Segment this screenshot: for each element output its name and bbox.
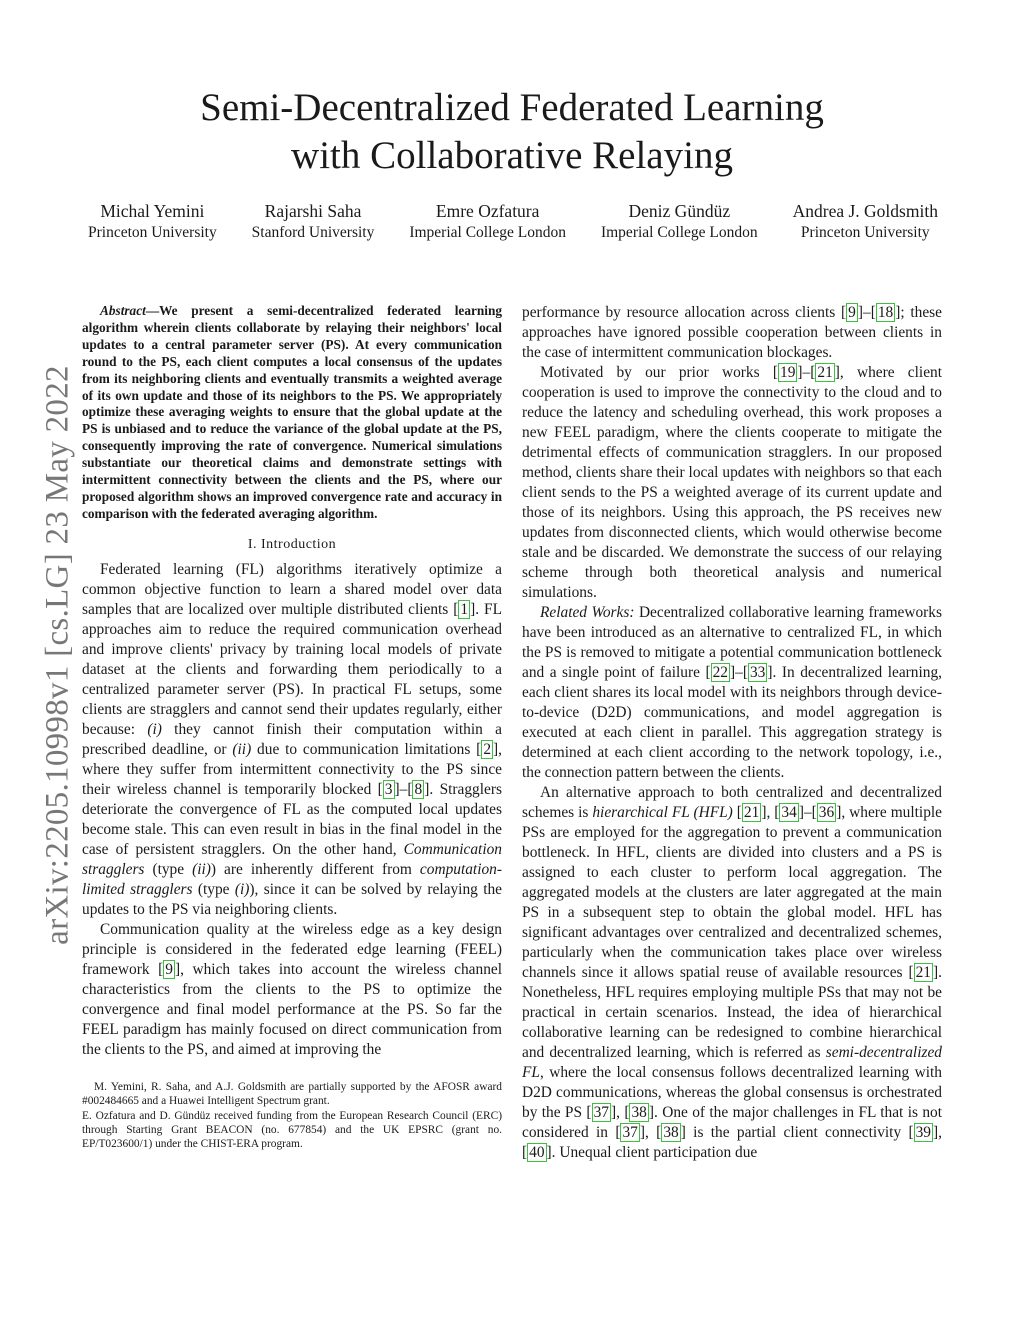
citation-link[interactable]: 3	[384, 780, 393, 798]
citation-link[interactable]: 22	[712, 664, 728, 681]
text-run: semi-decentralized FL	[522, 1044, 942, 1081]
author-block	[409, 200, 566, 244]
author-block	[88, 200, 217, 244]
text-run: , where multiple PSs are employed for the aggregation to prevent a communication bottleneck. In HFL, clients are divided into clusters and a PS is assigned to each cluster to perform local aggregation. The aggregated models at the clusters are later aggregated at the main PS in a subsequent step to obtain the global model. HFL has significant advantages over centralized and decentralized schemes, particularly when the communication takes place over wireless channels since it allows spatial reuse of available resources	[522, 804, 943, 981]
citation-link[interactable]: 37	[622, 1124, 638, 1141]
author-affiliation: Princeton University	[800, 224, 930, 241]
intro-paragraph-2: Communication quality at the wireless edge as a key design principle is considered in the federated edge learning (FEEL) framework [ 9 ], which takes into account the wireless channel characteristics from the clients to the PS to optimize the convergence and final model performance at the PS. So far the FEEL paradigm has mainly focused on direct communication from the clients to the PS, and aimed at improving the	[82, 920, 503, 1058]
text-run: ), since it can be solved by relaying the updates to the PS via neighboring clients.	[82, 880, 502, 918]
text-run: –	[862, 304, 871, 321]
text-run: ; these approaches have ignored possible cooperation between clients in the case of intermittent communication blockages.	[522, 304, 942, 361]
footnote-funding-1: M. Yemini, R. Saha, and A.J. Goldsmith are partially supported by the AFOSR award #002484665 and a Huawei Intelligent Spectrum grant.	[82, 1080, 502, 1108]
author-name: Rajarshi Saha	[264, 201, 362, 221]
author-affiliation: Imperial College London	[600, 224, 758, 241]
text-run: –	[802, 364, 811, 381]
title-line-1: Semi-Decentralized Federated Learning	[200, 86, 824, 129]
text-run: An alternative approach to both centralized and decentralized schemes is	[522, 784, 942, 821]
right-paragraph-1: performance by resource allocation across clients [ 9 ]–[ 18 ]; these approaches have ignored possible cooperation between clients in the case of intermittent communication blockages.	[522, 304, 942, 361]
text-run: ,	[616, 1104, 625, 1121]
text-run: (type	[192, 880, 235, 898]
citation-link[interactable]: 2	[483, 740, 492, 758]
text-run: . Stragglers deteriorate the convergence of FL as the computed local updates become stale. This can even result in bias in the final model in the case of persistent stragglers. On the other hand,	[82, 780, 502, 858]
citation-link[interactable]: 37	[593, 1104, 609, 1121]
text-run: Communication quality at the wireless edge as a key design principle is considered in the federated edge learning (FEEL) framework	[82, 920, 502, 978]
left-column	[82, 303, 502, 1152]
related-works-label: Related Works:	[540, 604, 635, 621]
citation-link[interactable]: 1	[460, 600, 469, 618]
author-name: Deniz Gündüz	[628, 201, 731, 221]
paper-title	[0, 84, 1024, 180]
intro-paragraph-1: Federated learning (FL) algorithms iteratively optimize a common objective function to learn a shared model over data samples that are localized over multiple distributed clients [ 1 ]. FL approaches aim to reduce the required communication overhead and improve clients' privacy by training local models of private dataset at the clients and forwarding them periodically to a centralized parameter server (PS). In practical FL setups, some clients are stragglers and cannot send their updates regularly, either because: (i) they cannot finish their computation within a prescribed deadline, or (ii) due to communication limitations [ 2 ], where they suffer from intermittent connectivity to the PS since their wireless channel is temporarily blocked [ 3 ]–[ 8 ]. Stragglers deteriorate the convergence of FL as the computed local updates become stale. This can even result in bias in the final model in the case of persistent stragglers. On the other hand, Communication stragglers (type (ii)) are inherently different from computation-limited stragglers (type (i)), since it can be solved by relaying the updates to the PS via neighboring clients.	[82, 560, 503, 918]
title-line-2: with Collaborative Relaying	[291, 134, 733, 177]
text-run: computation-limited stragglers	[82, 860, 502, 898]
text-run: , where they suffer from intermittent connectivity to the PS since their wireless channel is temporarily blocked	[82, 740, 503, 798]
right-paragraph-2: Motivated by our prior works [ 19 ]–[ 21 ], where client cooperation is used to improve the connectivity to the cloud and to reduce the latency and scheduling overhead, this work proposes a new FEEL paradigm, where the clients cooperate to mitigate the detrimental effects of communication stragglers. In our proposed method, clients share their local updates with neighbors so that each client sends to the PS a weighted average of its current update and those of its neighbors. Using this approach, the PS receives new updates from disconnected clients, which would otherwise become stale and be discarded. We demonstrate the success of our relaying scheme through both theoretical analysis and numerical simulations.	[522, 364, 942, 601]
abstract	[82, 303, 502, 523]
text-run: Decentralized collaborative learning frameworks have been introduced as an alternative to centralized FL, in which the PS is removed to mitigate a potential communication bottleneck and a single point of failure	[522, 604, 942, 681]
text-run: Federated learning (FL) algorithms iteratively optimize a common objective function to learn a shared model over data samples that are localized over multiple distributed clients	[82, 560, 502, 618]
abstract-label: Abstract	[100, 303, 146, 318]
text-run: performance by resource allocation across clients	[522, 304, 841, 321]
text-run: Motivated by our prior works	[540, 364, 773, 381]
text-run: (i)	[147, 720, 162, 738]
text-run: –	[735, 664, 743, 681]
citation-link[interactable]: 36	[818, 804, 835, 821]
related-works-paragraph: Related Works: Decentralized collaborative learning frameworks have been introduced as an alternative to centralized FL, in which the PS is removed to mitigate a potential communication bottleneck and a single point of failure [ 22 ]–[ 33 ]. In decentralized learning, each client shares its local model with its neighbors through device-to-device (D2D) communications, and model aggregation is executed at each client in parallel. This aggregation strategy is determined at each client according to the network topology, i.e., the connection pattern between the clients.	[522, 604, 942, 781]
author-name: Emre Ozfatura	[435, 201, 540, 221]
right-paragraph-4: An alternative approach to both centralized and decentralized schemes is hierarchical FL (HFL) [ 21 ], [ 34 ]–[ 36 ], where multiple PSs are employed for the aggregation to prevent a communication bottleneck. In HFL, clients are divided into clusters and a PS is assigned to each cluster to perform local aggregation. The aggregated models at the clusters are later aggregated at the main PS in a subsequent step to obtain the global model. HFL has significant advantages over centralized and decentralized schemes, particularly when the communication takes place over wireless channels since it allows spatial reuse of available resources [ 21 ]. Nonetheless, HFL requires employing multiple PSs that may not be practical in certain scenarios. Instead, the idea of hierarchical collaborative learning can be redesigned to combine hierarchical and decentralized learning, which is referred as semi-decentralized FL, where the local consensus follows decentralized learning with D2D communications, whereas the global consensus is orchestrated by the PS [ 37 ], [ 38 ]. One of the major challenges in FL that is not considered in [ 37 ], [ 38 ] is the partial client connectivity [ 39 ], [ 40 ]. Unequal client participation due	[522, 784, 943, 1161]
author-affiliation: Stanford University	[251, 224, 375, 241]
citation-link[interactable]: 21	[743, 804, 760, 821]
section-heading-introduction: I. Introduction	[247, 536, 337, 552]
text-run: , where the local consensus follows decentralized learning with D2D communications, whereas the global consensus is orchestrated by the PS	[522, 1064, 942, 1121]
text-run: . Unequal client participation due	[551, 1144, 758, 1161]
arxiv-stamp[interactable]: arXiv:2205.10998v1 [cs.LG] 23 May 2022	[39, 365, 76, 945]
citation-link[interactable]: 34	[781, 804, 797, 821]
text-run: . Nonetheless, HFL requires employing multiple PSs that may not be practical in certain scenarios. Instead, the idea of hierarchical collaborative learning can be redesigned to combine hierarchical and decentralized learning, which is referred as	[522, 964, 942, 1061]
citation-link[interactable]: 19	[780, 364, 796, 381]
footnotes	[82, 1080, 502, 1152]
citation-link[interactable]: 9	[848, 304, 856, 321]
footnote-funding-2: E. Ozfatura and D. Gündüz received funding from the European Research Council (ERC) through Starting Grant BEACON (no. 677854) and the UK EPSRC (grant no. EP/T023600/1) under the CHIST-ERA program.	[82, 1109, 502, 1151]
text-run: , where client cooperation is used to improve the connectivity to the cloud and to reduce the latency and scheduling overhead, this work proposes a new FEEL paradigm, where the clients cooperate to mitigate the detrimental effects of communication stragglers. In our proposed method, clients share their local updates with neighbors so that each client sends to the PS a weighted average of its current update and those of its neighbors. Using this approach, the PS receives new updates from disconnected clients, which would otherwise become stale and be discarded. We demonstrate the success of our relaying scheme through both theoretical analysis and numerical simulations.	[522, 364, 942, 601]
author-affiliation: Princeton University	[88, 224, 217, 241]
text-run: ,	[766, 804, 775, 821]
text-run: (i)	[234, 880, 250, 898]
citation-link[interactable]: 39	[915, 1124, 931, 1141]
citation-link[interactable]: 9	[165, 960, 173, 978]
citation-link[interactable]: 21	[915, 964, 931, 981]
citation-link[interactable]: 38	[663, 1124, 679, 1141]
text-run: –	[399, 780, 408, 798]
citation-link[interactable]: 21	[817, 364, 833, 381]
text-run: , which takes into account the wireless channel characteristics from the clients to the PS to optimize the convergence and final model performance at the PS. So far the FEEL paradigm has mainly focused on direct communication from the clients to the PS, and aimed at improving the	[82, 960, 503, 1058]
text-run: (type	[144, 860, 193, 878]
author-block	[252, 200, 375, 244]
text-run: . FL approaches aim to reduce the required communication overhead and improve clients' privacy by training local models of private dataset at the clients and forwarding them periodically to a centralized parameter server (PS). In practical FL setups, some clients are stragglers and cannot send their updates regularly, either because:	[82, 600, 502, 738]
text-run: is the partial client connectivity	[685, 1124, 909, 1141]
text-run: ) are inherently different from	[210, 860, 420, 878]
citation-link[interactable]: 8	[414, 780, 423, 798]
citation-link[interactable]: 40	[529, 1144, 545, 1161]
citation-link[interactable]: 18	[877, 304, 894, 321]
text-run: (ii)	[192, 860, 211, 878]
author-affiliation: Imperial College London	[409, 224, 567, 241]
text-run: (ii)	[232, 740, 252, 758]
author-name: Andrea J. Goldsmith	[792, 201, 938, 221]
citation-link[interactable]: 33	[749, 664, 766, 681]
text-run: . In decentralized learning, each client shares its local model with its neighbors through device-to-device (D2D) communications, and model aggregation is executed at each client in parallel. This aggregation strategy is determined at each client according to the network topology, i.e., the connection pattern between the clients.	[522, 664, 942, 781]
citation-link[interactable]: 38	[631, 1104, 647, 1121]
text-run: Communication stragglers	[82, 840, 502, 878]
author-name: Michal Yemini	[100, 201, 205, 221]
author-block	[793, 200, 938, 244]
abstract-text: —We present a semi-decentralized federated learning algorithm wherein clients collaborate by relaying their neighbors' local updates to a central parameter server (PS). At every communication round to the PS, each client computes a local consensus of the updates from its neighboring clients and eventually transmits a weighted average of its own update and those of its neighbors to the PS. We appropriately optimize these averaging weights to ensure that the global update at the PS is unbiased and to reduce the variance of the global update at the PS, consequently improving the rate of convergence. Numerical simulations substantiate our theoretical claims and demonstrate settings with intermittent connectivity between the clients and the PS, where our proposed algorithm shows an improved convergence rate and accuracy in comparison with the federated averaging algorithm.	[82, 303, 502, 521]
text-run: hierarchical FL (HFL)	[592, 804, 733, 821]
right-column	[522, 303, 942, 1163]
text-run: they cannot finish their computation within a prescribed deadline, or	[82, 720, 502, 758]
author-block	[601, 200, 758, 244]
text-run: ,	[644, 1124, 657, 1141]
text-run: –	[803, 804, 812, 821]
text-run: due to communication limitations	[251, 740, 477, 758]
author-list	[88, 200, 938, 244]
text-run: . One of the major challenges in FL that is not considered in	[522, 1104, 942, 1141]
text-run: ,	[938, 1124, 942, 1141]
